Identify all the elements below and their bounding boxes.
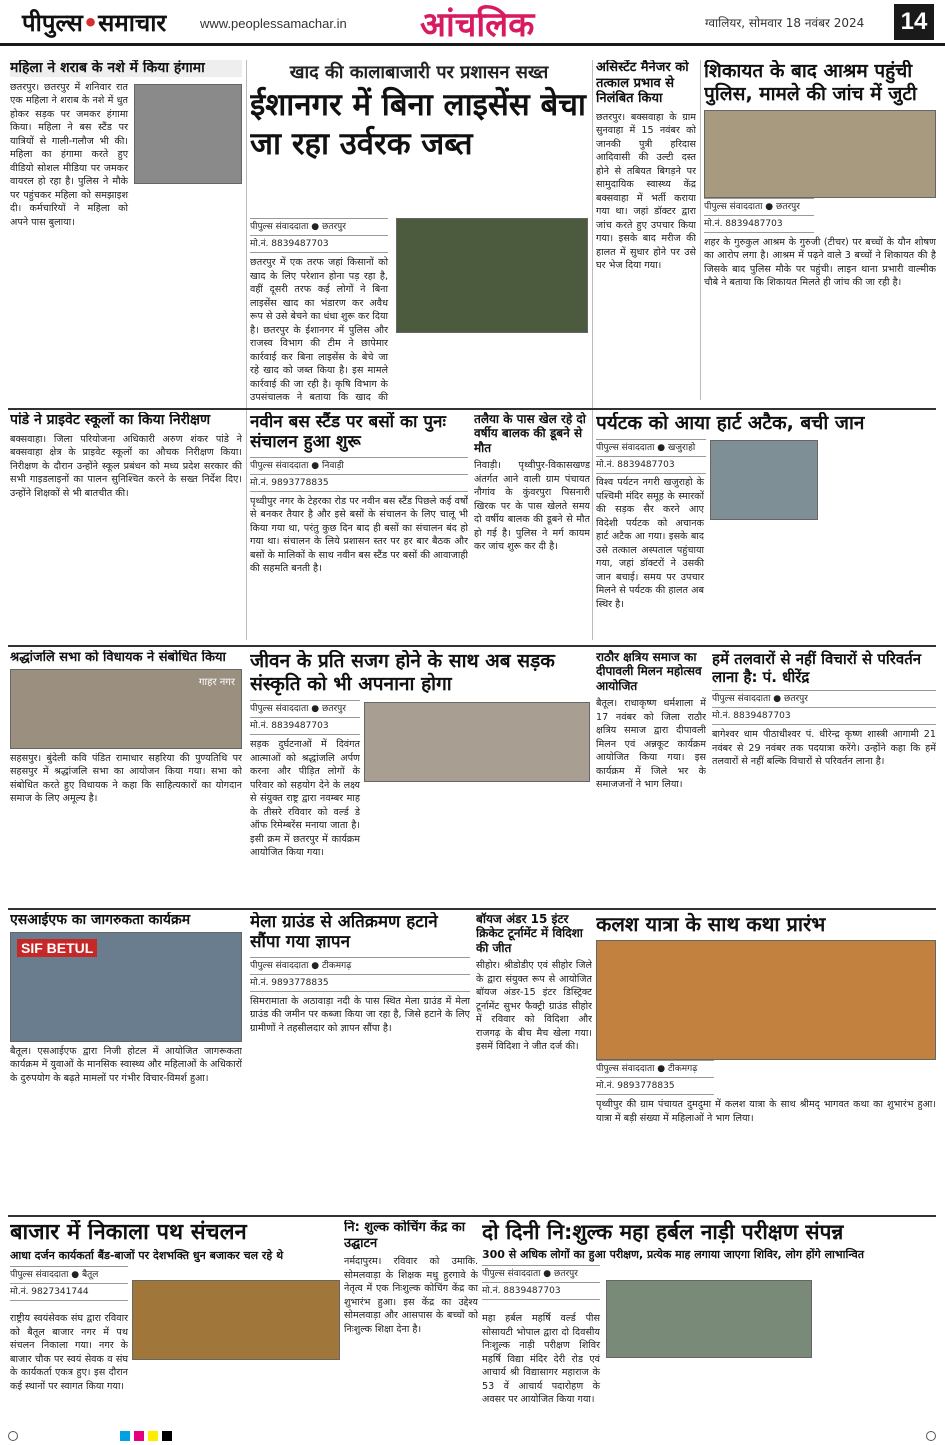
story-kalash-yatra (596, 912, 936, 1212)
mobile-number: मो.नं. 9893778835 (250, 975, 470, 992)
masthead (0, 0, 945, 46)
registration-mark-icon (8, 1431, 18, 1441)
headline: नवीन बस स्टैंड पर बसों का पुनः संचालन हुआ शुरू (250, 412, 446, 453)
story-text: राष्ट्रीय स्वयंसेवक संघ द्वारा रविवार को बैतूल बाजार नगर में पथ संचलन निकाला गया। नगर के बाजार चौक पर स्वयं सेवक व संघ के कार्यकर्ता एकत्र हुए। इस दौरान कई स्थानों पर स्वागत किया गया। (10, 1313, 128, 1392)
story-text: निवाड़ी। पृथ्वीपुर-विकासखण्ड अंतर्गत आने वाली ग्राम पंचायत नौगांव के कुंवरपुरा पिसनारी खिरक पर के पास खेलते समय दो वर्षीय बालक की डूबने से मौत हो गई है। पुलिस ने मर्ग कायम कर जांच शुरू कर दी है। (474, 460, 590, 553)
news-photo (396, 218, 588, 333)
headline: राठौर क्षत्रिय समाज का दीपावली मिलन महोत्सव आयोजित (596, 650, 702, 693)
byline: पीपुल्स संवाददाता ● छतरपुर (250, 218, 388, 236)
story-child-drowning (474, 412, 590, 642)
story-tribute-meeting (10, 650, 242, 905)
news-photo (364, 702, 590, 782)
yellow-swatch (148, 1431, 158, 1441)
headline: मेला ग्राउंड से अतिक्रमण हटाने सौंपा गया ज्ञापन (250, 912, 438, 953)
event-banner: SIF BETUL (17, 939, 97, 957)
story-text: सड़क दुर्घटनाओं में दिवंगत आत्माओं को श्रद्धांजलि अर्पण करना और पीड़ित लोगों के परिवार को सहयोग देने के लक्ष्य से संयुक्त राष्ट्र द्वारा नवम्बर माह के तीसरे रविवार को वर्ल्ड डे ऑफ रिमेम्बरेंस मनाया जाता है। इसी क्रम में छतरपुर में कार्यक्रम आयोजित किया गया। (250, 739, 360, 858)
story-text: पृथ्वीपुर नगर के टेहरका रोड पर नवीन बस स्टैंड पिछले कई वर्षों से बनकर तैयार है और इसे बसों के संचालन के लिए चालू भी किया गया था, परंतु कुछ दिन बाद ही बसों का संचालन बंद हो गया था। संचालन के लिये प्रशासन स्तर पर हर बार बैठक और बसों के मालिकों के साथ नवीन बस स्टैंड पर बसों की आवाजाही की सहमति बनती है। (250, 495, 468, 575)
mobile-number: मो.नं. 9893778835 (596, 1078, 714, 1095)
story-bus-stand (250, 412, 468, 642)
mobile-number: मो.नं. 9893778835 (250, 475, 468, 492)
headline: शिकायत के बाद आश्रम पहुंची पुलिस, मामले की जांच में जुटी (704, 60, 917, 105)
byline: पीपुल्स संवाददाता ● टीकमगढ़ (250, 957, 470, 975)
story-herbal-camp (482, 1220, 936, 1425)
headline: बाजार में निकाला पथ संचलन (10, 1220, 247, 1245)
newspaper-logo: पीपुल्स•समाचार (22, 9, 167, 37)
story-text: पृथ्वीपुर की ग्राम पंचायत दुमदुमा में कलश यात्रा के साथ श्रीमद् भागवत कथा का शुभारंभ हुआ। यात्रा में बड़ी संख्या में महिलाओं ने भाग लिया। (596, 1099, 936, 1124)
story-fair-ground-memo (250, 912, 470, 1212)
kicker: 300 से अधिक लोगों का हुआ परीक्षण, प्रत्येक माह लगाया जाएगा शिविर, लोग होंगे लाभान्वित (482, 1248, 864, 1262)
website-url[interactable]: www.peoplessamachar.in (200, 16, 347, 31)
magenta-swatch (134, 1431, 144, 1441)
headline: दो दिनी नि:शुल्क महा हर्बल नाड़ी परीक्षण संपन्न (482, 1220, 844, 1244)
story-path-sanchalan (10, 1220, 340, 1425)
mobile-number: मो.नं. 8839487703 (250, 236, 388, 253)
section-divider (8, 908, 936, 910)
story-free-coaching (344, 1220, 478, 1425)
headline: बॉयज अंडर 15 इंटर क्रिकेट टूर्नामेंट में विदिशा की जीत (476, 912, 583, 955)
story-rathore-samaj (596, 650, 706, 905)
story-text: बागेश्वर धाम पीठाधीश्वर पं. धीरेन्द्र कृष्ण शास्त्री आगामी 21 नवंबर से 29 नवंबर तक पदयात्रा करेंगे। उन्होंने कहा कि हमें तलवारों से नहीं बल्कि विचारों से परिवर्तन लाना है। (712, 729, 936, 767)
story-road-culture (250, 650, 590, 905)
story-cricket-vidisha (476, 912, 592, 1212)
mobile-number: मो.नं. 8839487703 (482, 1283, 600, 1300)
news-photo (10, 669, 242, 749)
mobile-number: मो.नं. 8839487703 (704, 216, 814, 233)
section-divider (8, 645, 936, 647)
story-text: छतरपुर में एक तरफ जहां किसानों को खाद के लिए परेशान होना पड़ रहा है, वहीं दूसरी तरफ कई लोगों ने बिना लाइसेंस खाद का भंडारण कर अवैध रूप से उसे बेचने का धंधा शुरू कर दिया है। छतरपुर के ईशानगर में पुलिस और राजस्व विभाग की टीम ने छापेमार कार्रवाई कर बिना लाइसेंस के बेचे जा रहे खाद को जब्त किया है। इस मामले कार्रवाई की जा रही है। कृषि विभाग के उपसंचालक ने बताया कि खाद की (250, 257, 388, 403)
print-marks (0, 1428, 945, 1445)
byline: पीपुल्स संवाददाता ● छतरपुर (712, 690, 936, 708)
story-text: छतरपुर। छतरपुर में शनिवार रात एक महिला ने शराब के नशे में धुत होकर सड़क पर जमकर हंगामा किया। महिला ने बस स्टैंड पर यात्रियों से गाली-गलौज भी की। महिला का हंगामा करते हुए वीडियो सोशल मीडिया पर जमकर वायरल हो रहा है। पुलिस ने मौके पर पहुंचकर महिला को समझाइश दी। कर्मचारियों ने महिला को अपने पास बुलाया। (10, 81, 128, 228)
story-text: शहर के गुरुकुल आश्रम के गुरुजी (टीचर) पर बच्चों के यौन शोषण का आरोप लगा है। आश्रम में पढ़ने वाले 3 बच्चों ने शिकायत की है जिसके बाद पुलिस मौके पर पहुंची। लाइन थाना प्रभारी वाल्मीक चौबे ने बताया कि शिकायत मिलते ही जांच की जा रही है। (704, 236, 936, 289)
mobile-number: मो.नं. 8839487703 (712, 708, 936, 725)
story-text: सीहोर। श्रीडोडीए एवं सीहोर जिले के द्वारा संयुक्त रूप से आयोजित बॉयज अंडर-15 इंटर डिस्ट्रिक्ट टूर्नामेंट सुभर फैक्ट्री ग्राउंड सीहोर में रविवार को विदिशा और राजगढ़ के बीच मैच खेला गया। इसमें विदिशा ने जीत दर्ज की। (476, 960, 592, 1053)
mobile-number: मो.नं. 8839487703 (250, 718, 360, 735)
story-manager-suspended (596, 60, 696, 405)
story-ashram-police (704, 60, 936, 405)
story-text: बक्सवाहा। जिला परियोजना अधिकारी अरुण शंकर पांडे ने बक्सवाहा क्षेत्र के प्राइवेट स्कूलों का औचक निरीक्षण किया। निरीक्षण के दौरान उन्होंने स्कूल प्रबंधन को मध्य प्रदेश सरकार की सभी गाइडलाइनों का पालन सुनिश्चित करने के सख्त निर्देश दिए। उन्होंने शिक्षकों से भी बातचीत की। (10, 433, 242, 499)
headline: एसआईएफ का जागरुकता कार्यक्रम (10, 912, 191, 928)
mobile-number: मो.नं. 8839487703 (596, 457, 706, 474)
byline: पीपुल्स संवाददाता ● बैतूल (10, 1266, 128, 1284)
headline: असिस्टेंट मैनेजर को तत्काल प्रभाव से निलंबित किया (596, 60, 689, 107)
story-fertilizer-seized (250, 60, 588, 405)
story-sif-awareness (10, 912, 242, 1212)
news-photo (596, 940, 936, 1060)
cyan-swatch (120, 1431, 130, 1441)
headline: कलश यात्रा के साथ कथा प्रारंभ (596, 912, 826, 936)
column-rule (700, 60, 701, 400)
byline: पीपुल्स संवाददाता ● छतरपुर (250, 700, 360, 718)
news-photo (606, 1280, 812, 1358)
story-woman-drunk (10, 60, 242, 405)
section-divider (8, 408, 936, 410)
headline: जीवन के प्रति सजग होने के साथ अब सड़क संस्कृति को भी अपनाना होगा (250, 650, 555, 695)
news-photo (134, 84, 242, 184)
column-rule (246, 60, 247, 640)
story-text: सिमरामाता के अठावाड़ा नदी के पास स्थित मेला ग्राउंड में मेला ग्राउंड की जमीन पर कब्जा किया जा रहा है, जिसे हटाने के लिए ग्रामीणों ने तहसीलदार को ज्ञापन सौंपा है। (250, 995, 470, 1034)
news-photo (10, 932, 242, 1042)
page-number: 14 (894, 4, 934, 40)
headline: ईशानगर में बिना लाइसेंस बेचा जा रहा उर्वरक जब्त (250, 87, 586, 162)
story-text: नर्मदापुरम। रविवार को उमाकि. सोमलवाड़ा के शिक्षक मधु हुरगावे के नेतृत्व में एक निःशुल्क कोचिंग केंद्र का शुभारंभ हुआ। इस केंद्र का उद्देश्य सोमलवाड़ा और आसपास के बच्चों को निःशुल्क शिक्षा देना है। (344, 1256, 478, 1335)
news-photo (132, 1280, 340, 1360)
story-text: बैतूल। एसआईएफ द्वारा निजी होटल में आयोजित जागरूकता कार्यक्रम में युवाओं के मानसिक स्वास्थ्य और महिलाओं के अधिकारों के दुरुपयोग के बढ़ते मामलों पर गंभीर विचार-विमर्श हुआ। (10, 1045, 242, 1084)
headline: पर्यटक को आया हार्ट अटैक, बची जान (596, 412, 865, 434)
issue-date: ग्वालियर, सोमवार 18 नवंबर 2024 (705, 16, 865, 30)
section-title: आंचलिक (420, 5, 535, 45)
headline: महिला ने शराब के नशे में किया हंगामा (10, 60, 242, 77)
news-photo (704, 110, 936, 198)
black-swatch (162, 1431, 172, 1441)
headline: श्रद्धांजलि सभा को विधायक ने संबोधित किया (10, 650, 226, 665)
photo-sign-text: गाहर नगर (198, 676, 235, 688)
registration-mark-icon (926, 1431, 936, 1441)
story-dhirendra-shastri (712, 650, 936, 905)
section-divider (8, 1215, 936, 1217)
byline: पीपुल्स संवाददाता ● टीकमगढ़ (596, 1060, 714, 1078)
story-text: बैतूल। राधाकृष्ण धर्मशाला में 17 नवंबर को जिला राठौर क्षत्रिय समाज द्वारा दीपावली मिलन एवं अन्नकूट कार्यक्रम आयोजित किया गया। इस कार्यक्रम में जिले भर के समाजजनों ने भाग लिया। (596, 698, 706, 791)
headline: तलैया के पास खेल रहे दो वर्षीय बालक की डूबने से मौत (474, 412, 586, 455)
byline: पीपुल्स संवाददाता ● खजुराहो (596, 439, 706, 457)
story-tourist-heart-attack (596, 412, 936, 642)
byline: पीपुल्स संवाददाता ● निवाड़ी (250, 457, 468, 475)
headline: पांडे ने प्राइवेट स्कूलों का किया निरीक्षण (10, 412, 211, 428)
news-photo (710, 440, 818, 520)
story-text: सहसपुर। बुंदेली कवि पंडित रामाधार सहरिया की पुण्यतिथि पर सहसपुर में श्रद्धांजलि सभा का आयोजन किया गया। सभा को संबोधित करते हुए विधायक ने कहा कि साहित्यकारों का योगदान समाज के लिए अमूल्य है। (10, 752, 242, 805)
headline: नि: शुल्क कोचिंग केंद्र का उद्घाटन (344, 1220, 466, 1251)
story-school-inspection (10, 412, 242, 642)
story-text: महा हर्बल महर्षि वर्ल्ड पीस सोसायटी भोपाल द्वारा दो दिवसीय निःशुल्क नाड़ी परीक्षण शिविर महर्षि विद्या मंदिर देरी रोड एवं आचार्य श्री विद्यासागर महाराज के 53 वें आचार्य पदारोहण के अवसर पर आयोजित किया गया। (482, 1313, 600, 1405)
headline: हमें तलवारों से नहीं विचारों से परिवर्तन लाना है: पं. धीरेंद्र (712, 650, 922, 686)
byline: पीपुल्स संवाददाता ● छतरपुर (482, 1265, 600, 1283)
mobile-number: मो.नं. 9827341744 (10, 1284, 128, 1301)
byline: पीपुल्स संवाददाता ● छतरपुर (704, 198, 814, 216)
kicker: आधा दर्जन कार्यकर्ता बैंड-बाजों पर देशभक्ति धुन बजाकर चल रहे थे (10, 1249, 284, 1263)
column-rule (592, 60, 593, 640)
story-text: छतरपुर। बक्सवाहा के ग्राम सुनवाहा में 15 नवंबर को जानकी पुत्री हरिदास आदिवासी की उल्टी दस्त होने से तबियत बिगड़ने पर सामुदायिक स्वास्थ्य केंद्र बक्सवाहा में भर्ती कराया गया था। जहां डॉक्टर द्वारा जांच करते हुए उपचार किया गया। इसके बाद मरीज की हालत में सुधार होने पर उसे घर भेज दिया गया। (596, 111, 696, 272)
kicker: खाद की कालाबाजारी पर प्रशासन सख्त (289, 62, 549, 83)
story-text: विश्व पर्यटन नगरी खजुराहो के पश्चिमी मंदिर समूह के स्मारकों की सड़क सैर करने आए विदेशी पर्यटक को अचानक हार्ट अटैक आ गया। इसके बाद उसे तत्काल अस्पताल पहुंचाया गया, जहां डॉक्टरों ने उसकी जान बचाई। समय पर उपचार मिलने से पर्यटक की हालत अब स्थिर है। (596, 477, 704, 610)
